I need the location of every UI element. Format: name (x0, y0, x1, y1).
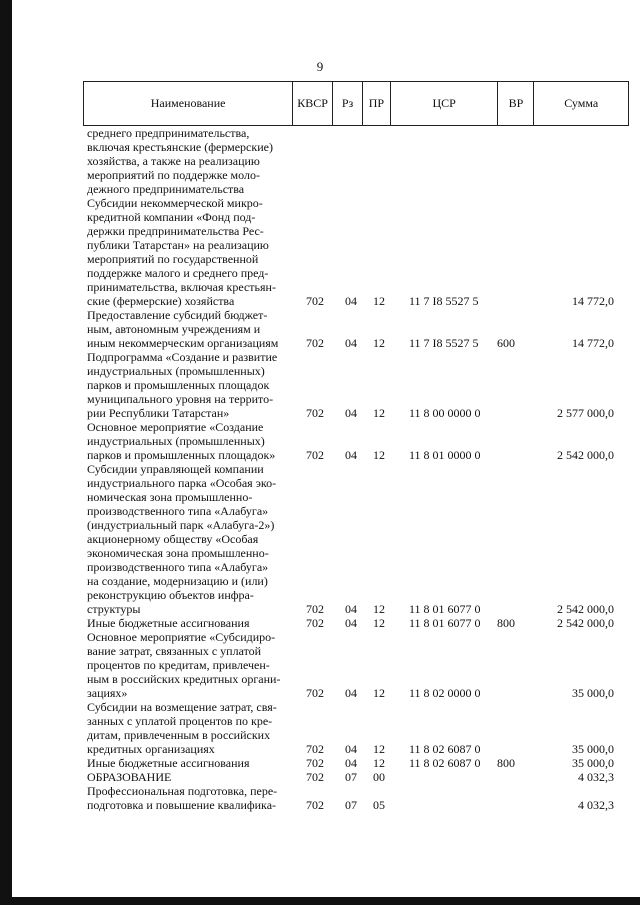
cell-kvsr: 702 (306, 294, 324, 308)
cell-kvsr: 702 (306, 756, 324, 770)
cell-rz: 04 (345, 742, 357, 756)
header-vr: ВР (498, 82, 534, 125)
table-header (83, 81, 629, 126)
table-row (0, 462, 640, 616)
cell-kvsr: 702 (306, 448, 324, 462)
cell-sum: 35 000,0 (572, 686, 614, 700)
cell-rz: 04 (345, 406, 357, 420)
cell-sum: 2 542 000,0 (557, 602, 614, 616)
table-row (0, 126, 640, 196)
cell-kvsr: 702 (306, 742, 324, 756)
table-row (0, 630, 640, 700)
cell-rz: 04 (345, 602, 357, 616)
cell-csr: 11 8 01 6077 0 (409, 616, 481, 630)
cell-vr: 800 (497, 616, 515, 630)
row-name: Подпрограмма «Создание и развитие индустриальных (промышленных) парков и промышленных площадок муниципального уровня на террито- рии Республики Татарстан» (87, 350, 278, 420)
cell-pr: 12 (373, 742, 385, 756)
cell-rz: 04 (345, 756, 357, 770)
cell-kvsr: 702 (306, 336, 324, 350)
cell-csr: 11 7 I8 5527 5 (409, 336, 479, 350)
cell-pr: 12 (373, 294, 385, 308)
header-csr: ЦСР (391, 82, 499, 125)
cell-sum: 14 772,0 (572, 294, 614, 308)
cell-sum: 35 000,0 (572, 756, 614, 770)
cell-sum: 2 542 000,0 (557, 448, 614, 462)
row-name: Предоставление субсидий бюджет- ным, автономным учреждениям и иным некоммерческим организациям (87, 308, 279, 350)
row-name: Субсидии на возмещение затрат, свя- занных с уплатой процентов по кре- дитам, привлеченным в российских кредитных организациях (87, 700, 277, 756)
table-row (0, 784, 640, 812)
cell-pr: 12 (373, 448, 385, 462)
cell-rz: 04 (345, 686, 357, 700)
table-row (0, 756, 640, 770)
cell-kvsr: 702 (306, 406, 324, 420)
row-name: Основное мероприятие «Создание индустриальных (промышленных) парков и промышленных площадок» (87, 420, 276, 462)
row-name: ОБРАЗОВАНИЕ (87, 770, 172, 784)
cell-sum: 4 032,3 (578, 770, 614, 784)
header-sum: Сумма (564, 96, 599, 110)
cell-pr: 00 (373, 770, 385, 784)
cell-pr: 12 (373, 616, 385, 630)
table-row (0, 196, 640, 308)
cell-pr: 12 (373, 602, 385, 616)
cell-sum: 35 000,0 (572, 742, 614, 756)
header-name: Наименование (84, 82, 293, 125)
cell-csr: 11 8 00 0000 0 (409, 406, 481, 420)
table-row (0, 350, 640, 420)
cell-kvsr: 702 (306, 798, 324, 812)
row-name: Иные бюджетные ассигнования (87, 616, 250, 630)
row-name: Основное мероприятие «Субсидиро- вание затрат, связанных с уплатой процентов по кредитам, привлечен- ным в российских кредитных органи- зациях» (87, 630, 281, 700)
cell-csr: 11 8 02 6087 0 (409, 756, 481, 770)
cell-rz: 07 (345, 798, 357, 812)
cell-pr: 12 (373, 336, 385, 350)
page-number: 9 (316, 59, 324, 74)
cell-csr: 11 8 01 0000 0 (409, 448, 481, 462)
scan-edge-bottom (0, 897, 640, 905)
header-kvsr: КВСР (293, 82, 333, 125)
cell-sum: 2 542 000,0 (557, 616, 614, 630)
cell-rz: 04 (345, 616, 357, 630)
cell-csr: 11 7 I8 5527 5 (409, 294, 479, 308)
cell-csr: 11 8 02 0000 0 (409, 686, 481, 700)
cell-pr: 12 (373, 756, 385, 770)
row-name: Субсидии некоммерческой микро- кредитной компании «Фонд под- держки предпринимательства Рес- публики Татарстан» на реализацию мероприятий по государственной поддержке малого и среднего пред- принимательства, включая крестьян- ские (фермерские) хозяйства (87, 196, 276, 308)
cell-pr: 12 (373, 406, 385, 420)
cell-csr: 11 8 02 6087 0 (409, 742, 481, 756)
cell-kvsr: 702 (306, 686, 324, 700)
cell-rz: 04 (345, 336, 357, 350)
cell-vr: 600 (497, 336, 515, 350)
cell-pr: 05 (373, 798, 385, 812)
table-row (0, 420, 640, 462)
cell-rz: 04 (345, 448, 357, 462)
cell-sum: 14 772,0 (572, 336, 614, 350)
table-row (0, 700, 640, 756)
table-row (0, 616, 640, 630)
row-name: Профессиональная подготовка, пере- подготовка и повышение квалифика- (87, 784, 278, 812)
cell-vr: 800 (497, 756, 515, 770)
header-pr: ПР (363, 82, 391, 125)
cell-kvsr: 702 (306, 770, 324, 784)
row-name: Субсидии управляющей компании индустриального парка «Особая эко- номическая зона промышленно- производственного типа «Алабуга» (индустриальный парк «Алабуга-2») акционерному обществу «Особая экономическая зона промышленно- производственного типа «Алабуга» на создание, модернизацию и (или) реконструкцию объектов инфра- структуры (87, 462, 277, 616)
table-body (0, 126, 640, 812)
header-rz: Рз (333, 82, 363, 125)
cell-pr: 12 (373, 686, 385, 700)
row-name: среднего предпринимательства, включая крестьянские (фермерские) хозяйства, а также на реализацию мероприятий по поддержке моло- дежного предпринимательства (87, 126, 273, 196)
row-name: Иные бюджетные ассигнования (87, 756, 250, 770)
cell-sum: 4 032,3 (578, 798, 614, 812)
cell-kvsr: 702 (306, 616, 324, 630)
cell-sum: 2 577 000,0 (557, 406, 614, 420)
cell-kvsr: 702 (306, 602, 324, 616)
cell-rz: 04 (345, 294, 357, 308)
cell-rz: 07 (345, 770, 357, 784)
cell-csr: 11 8 01 6077 0 (409, 602, 481, 616)
table-row (0, 308, 640, 350)
table-row (0, 770, 640, 784)
